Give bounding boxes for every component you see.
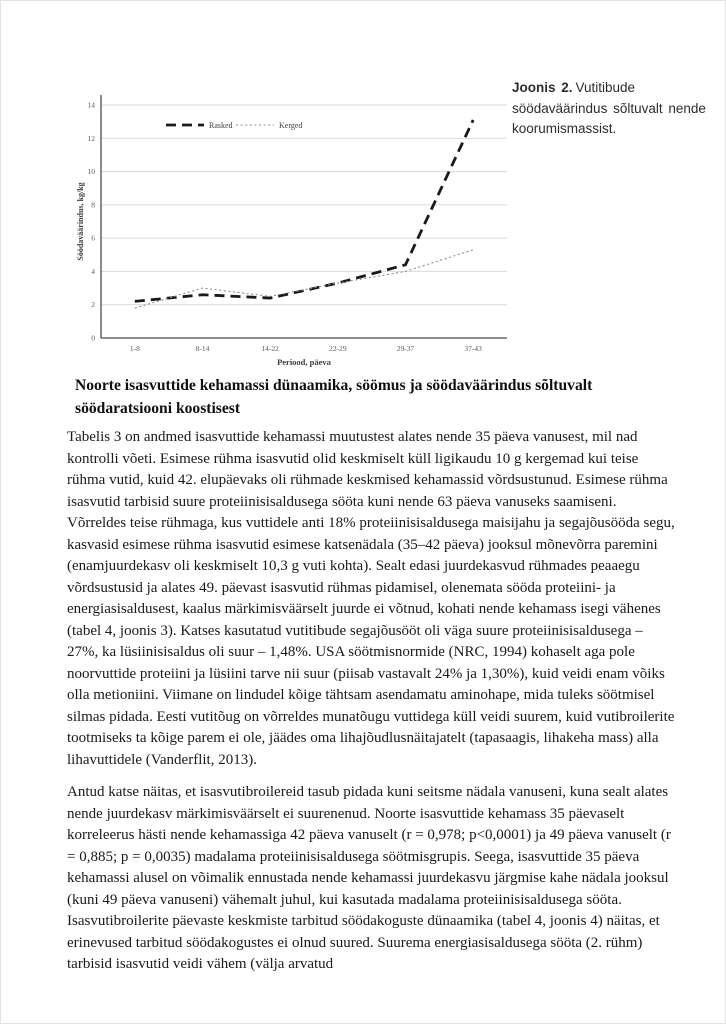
x-tick-label: 8-14 <box>195 344 210 353</box>
paragraph-2: Antud katse näitas, et isasvutibroilereid tasub pidada kuni seitsme nädala vanuseni, kuna sealt alates nende juurdekasv märkimisväärselt ei suurenenud. Noorte isasvuttide kehamass 35 päevaselt korreleerus hästi nende kehamassiga 42 päeva vanuselt (r = 0,978; p<0,0001) ja 49 päeva vanuselt (r = 0,885; p = 0,0035) madalama proteiinisisaldusega söötmisgrupis. Seega, isasvuttide 35 päeva kehamassi alusel on võimalik ennustada nende kehamassi juurdekasvu järgmise kahe nädala jooksul (kuni 49 päeva vanuseni) vähemalt juhul, kui kasutada madalama proteiinisisaldusega sööta. Isasvutibroilerite päevaste keskmiste tarbitud söödakoguste dünaamika (tabel 4, joonis 4) näitas, et erinevused tarbitud söödakogustes ei olnud suured. Suurema energiasisaldusega sööta (2. rühm) tarbisid isasvutid veidi vähem (välja arvatud <box>67 784 671 972</box>
x-tick-label: 22-29 <box>329 344 347 353</box>
body-text <box>67 427 675 987</box>
y-tick-label: 6 <box>91 233 95 243</box>
x-axis-title: Periood, päeva <box>277 357 331 367</box>
figure-caption <box>512 78 712 140</box>
x-tick-label: 1-8 <box>129 344 140 353</box>
figure-caption-label: Joonis 2. <box>512 80 573 95</box>
x-tick-label: 29-37 <box>396 344 415 353</box>
section-heading: Noorte isasvuttide kehamassi dünaamika, söömus ja söödaväärindus sõltuvalt söödaratsiooni koostisest <box>75 377 593 417</box>
legend-label-kerged: Kerged <box>279 120 303 130</box>
y-axis-title: Söödaväärindus, kg/kg <box>76 182 85 261</box>
line-chart-canvas <box>74 89 516 373</box>
y-tick-label: 4 <box>91 266 95 276</box>
y-tick-label: 2 <box>91 300 95 310</box>
x-tick-label: 37-43 <box>464 344 482 353</box>
legend-label-rasked: Rasked <box>209 120 233 130</box>
series-line-rasked <box>135 120 473 301</box>
paragraph-1: Tabelis 3 on andmed isasvuttide kehamassi muutustest alates nende 35 päeva vanusest, mil nad kontrolli võeti. Esimese rühma isasvutid olid keskmiselt küll ligikaudu 10 g kergemad kui teise rühma vutid, kuid 42. elupäevaks oli rühmade keskmised kehamassid võrdsustunud. Esimese rühma isasvutid tarbisid suure proteiinisisaldusega sööta kuni nende 63 päeva vanuseks saamiseni. Võrreldes teise rühmaga, kus vuttidele anti 18% proteiinisisaldusega maisijahu ja segajõusööda segu, kasvasid esimese rühma isasvutid esimese katsenädala (35–42 päeva) jooksul mõnevõrra paremini (enamjuurdekasv oli keskmiselt 10,3 g vuti kohta). Sealt edasi juurdekasvud rühmades peaaegu võrdsustusid ja alates 49. päevast isasvutid rühmas pidamisel, olenemata sööda proteiini- ja energiasisaldusest, kaalus märkimisväärselt juurde ei võtnud, kohati nende kehamass isegi vähenes (tabel 4, joonis 3). Katses kasutatud vutitibude segajõusööt oli väga suure proteiinisisaldusega – 27%, ka lüsiinisisaldus oli suur – 1,48%. USA söötmisnormide (NRC, 1994) kohaselt aga pole noorvuttide proteiini ja lüsiini tarve nii suur (piisab vastavalt 24% ja 1,30%), kuid veidi enam võiks olla metioniini. Viimane on lindudel kõige tähtsam asendamatu aminohape, mida tuleks söötmisel silmas pidada. Eesti vutitõug on võrreldes munatõugu vuttidega küll veidi suurem, kuid vutibroilerite tootmiseks ta kõige parem ei ole, jäädes oma lihajõudlusnäitajatelt (tapasaagis, lihakeha mass) alla lihavuttidele (Vanderflit, 2013). <box>67 429 675 768</box>
y-tick-label: 8 <box>91 200 95 210</box>
x-tick-label: 14-22 <box>261 344 279 353</box>
feed-conversion-chart <box>74 89 516 373</box>
figure-caption-text: Vutitibude söödaväärindus sõltuvalt nende koorumismassist. <box>512 80 706 136</box>
y-tick-label: 14 <box>87 100 95 110</box>
y-tick-label: 10 <box>87 167 95 177</box>
y-tick-label: 12 <box>87 133 95 143</box>
series-line-kerged <box>135 250 473 308</box>
y-tick-label: 0 <box>91 333 95 343</box>
